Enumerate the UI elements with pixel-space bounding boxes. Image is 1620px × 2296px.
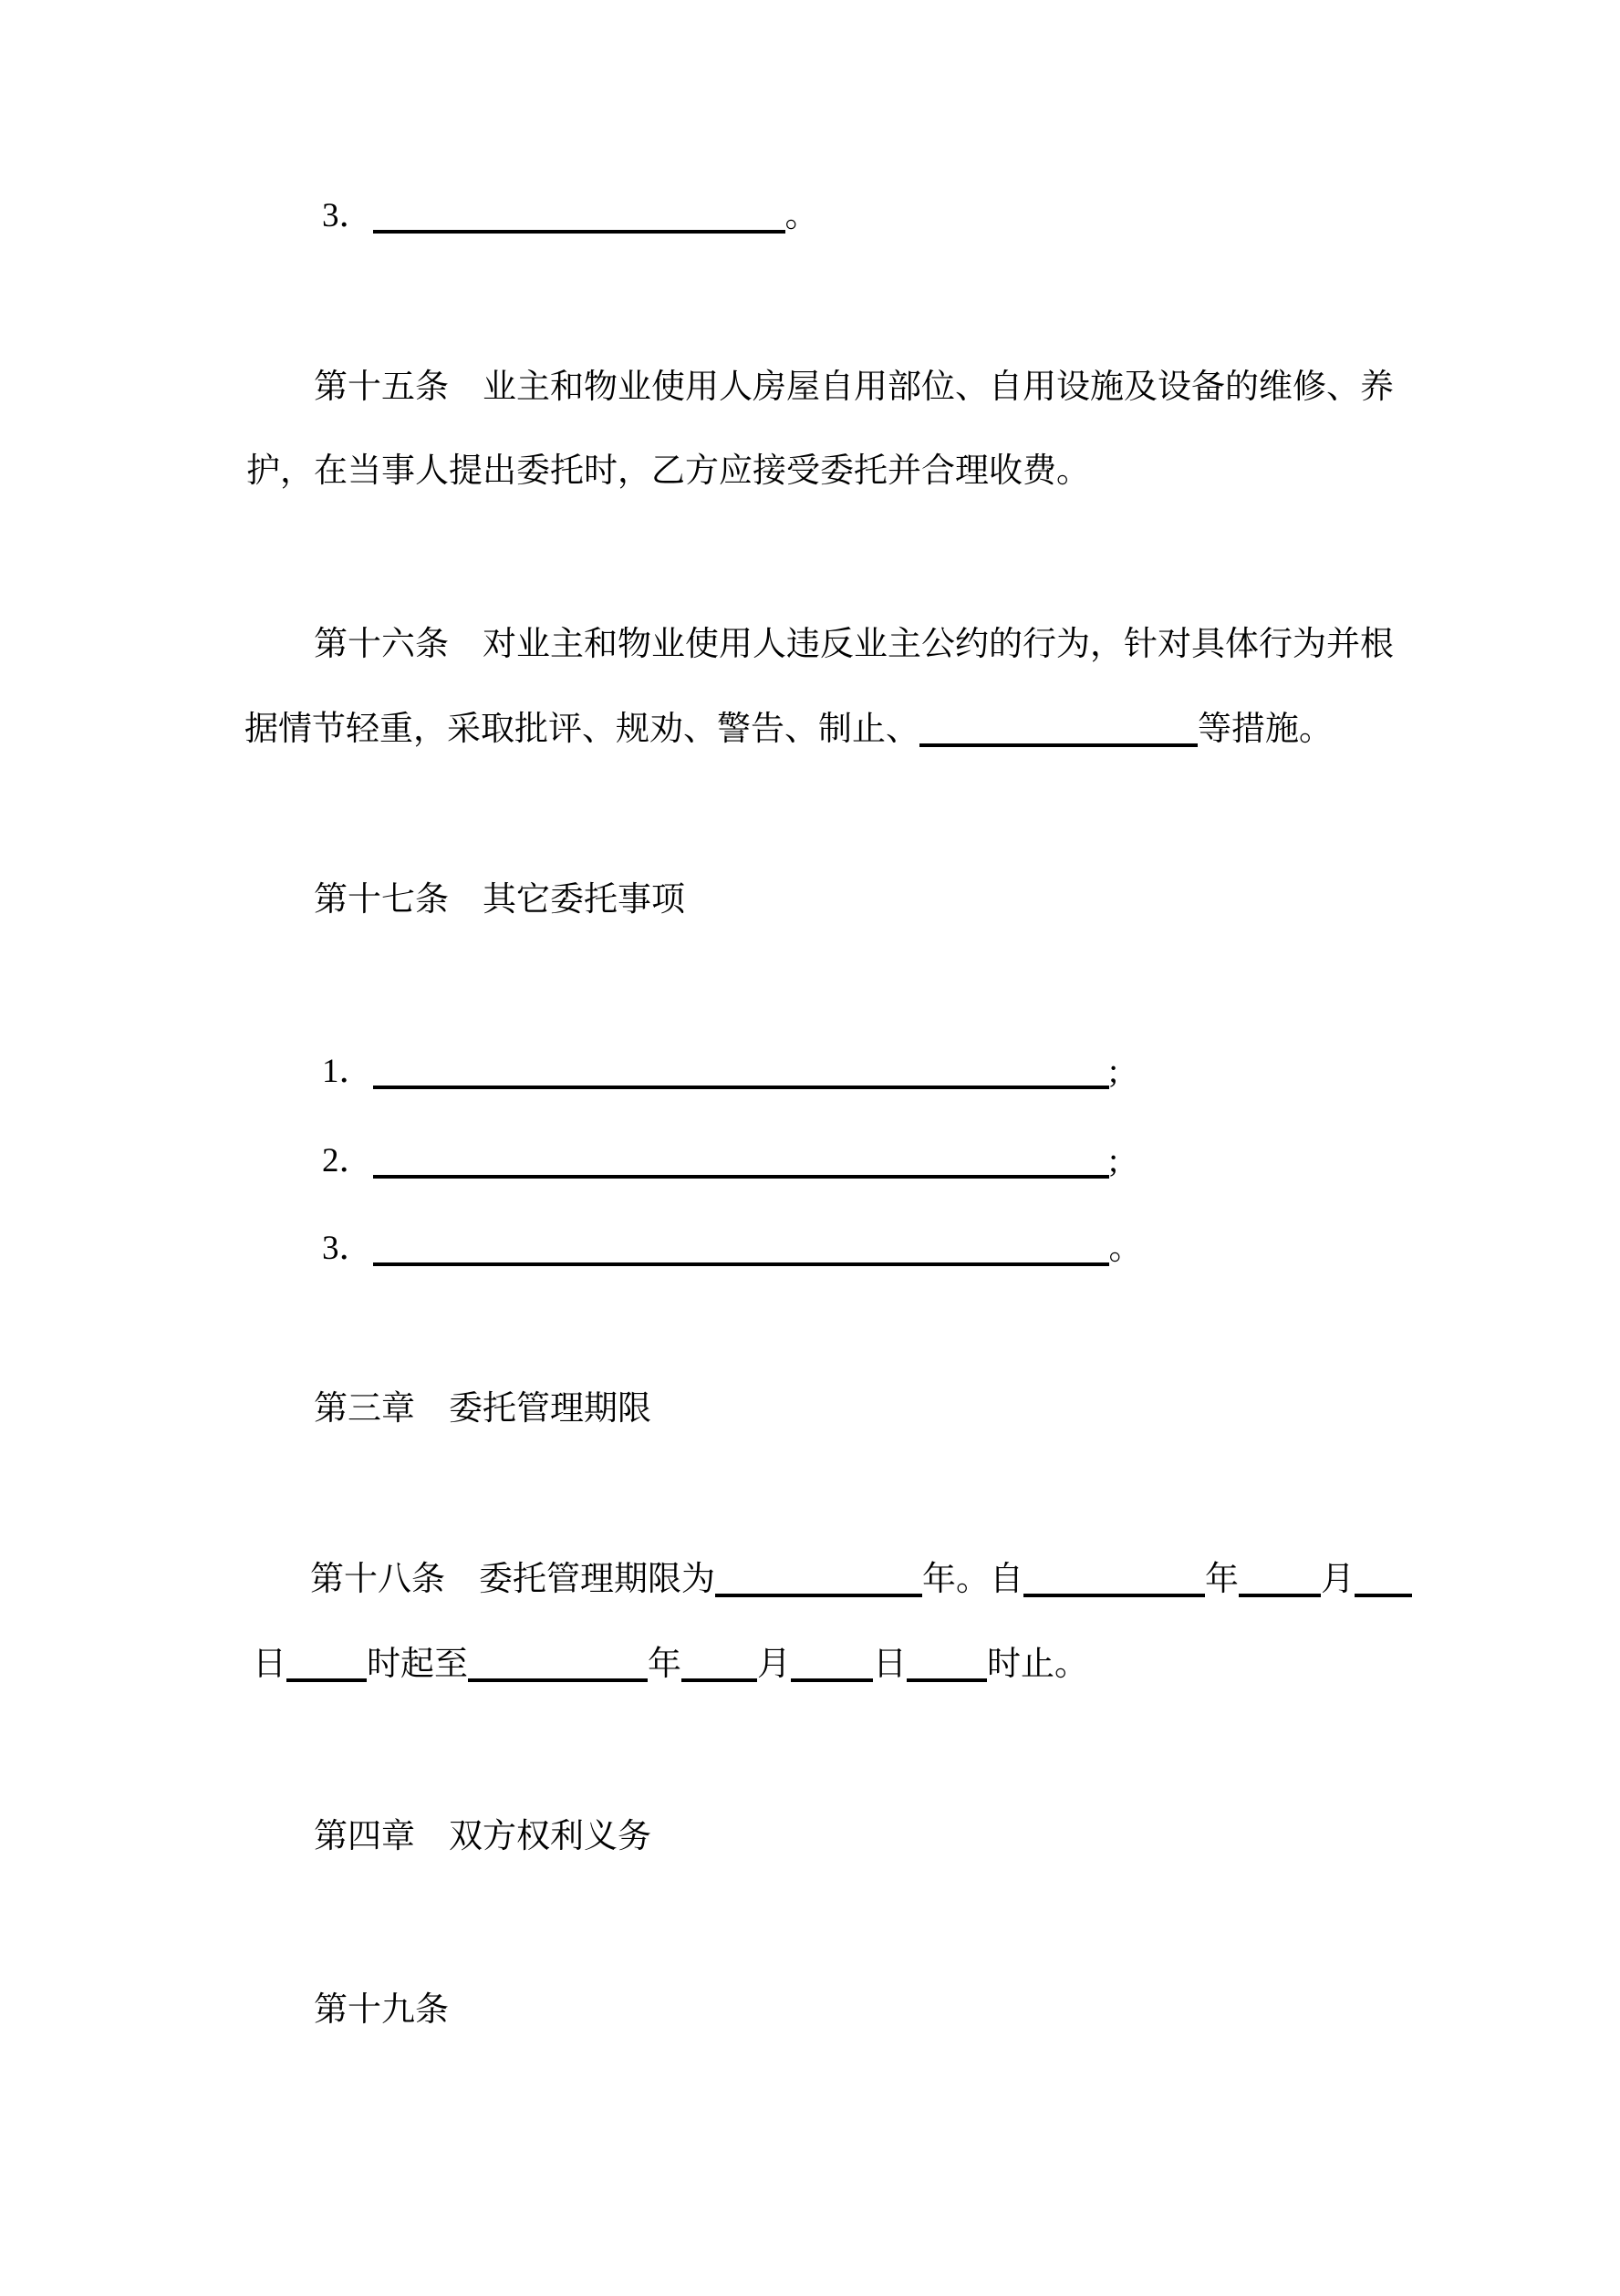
article18-line1 <box>310 1559 1412 1601</box>
article18-seg2: 年。自 <box>922 1561 1023 1598</box>
article17-heading-text: 第十七条 其它委托事项 <box>314 881 685 919</box>
chapter3-heading-text: 第三章 委托管理期限 <box>314 1390 651 1428</box>
article16-line2 <box>244 709 1333 751</box>
article15-line1 <box>314 367 1394 409</box>
item-terminator: ; <box>1108 1142 1118 1179</box>
item-terminator: ; <box>1108 1053 1118 1090</box>
item-terminator: 。 <box>1108 1230 1143 1267</box>
article18-seg4: 月 <box>1321 1561 1355 1598</box>
article18-seg3: 年 <box>1205 1561 1239 1598</box>
article18-seg7: 年 <box>648 1646 681 1683</box>
blank-line <box>373 1262 1109 1266</box>
article18-seg10: 时止。 <box>987 1646 1088 1683</box>
other-item-3 <box>322 1228 1143 1270</box>
article19-heading-text: 第十九条 <box>314 1991 449 2029</box>
blank-line <box>1023 1593 1205 1597</box>
carryover-item-3 <box>322 195 819 237</box>
blank-line <box>373 1085 1109 1089</box>
article18-line2 <box>253 1644 1088 1686</box>
item-number: 2． <box>322 1142 373 1179</box>
blank-line <box>373 1174 1109 1179</box>
item-number: 1． <box>322 1053 373 1090</box>
article18-seg6: 时起至 <box>367 1646 468 1683</box>
blank-line <box>373 229 785 234</box>
article15-text2: 护，在当事人提出委托时，乙方应接受委托并合理收费。 <box>246 452 1090 490</box>
blank-line <box>286 1678 367 1682</box>
article15-text1: 第十五条 业主和物业使用人房屋自用部位、自用设施及设备的维修、养 <box>314 369 1394 406</box>
blank-line <box>1239 1593 1321 1597</box>
article15-line2 <box>246 451 1090 493</box>
article17-heading <box>314 879 685 921</box>
article19-heading <box>314 1990 449 2031</box>
blank-line <box>468 1678 648 1682</box>
article16-text2-suffix: 等措施。 <box>1198 711 1333 748</box>
item-number: 3． <box>322 1230 373 1267</box>
chapter4-heading-text: 第四章 双方权利义务 <box>314 1818 651 1855</box>
article16-text2-prefix: 据情节轻重，采取批评、规劝、警告、制止、 <box>244 711 919 748</box>
other-item-1 <box>322 1051 1118 1093</box>
blank-line <box>715 1593 922 1597</box>
chapter4-heading <box>314 1816 651 1858</box>
article18-seg1: 第十八条 委托管理期限为 <box>310 1561 715 1598</box>
blank-line <box>907 1678 987 1682</box>
blank-line <box>681 1678 757 1682</box>
article16-line1 <box>314 624 1394 666</box>
blank-line <box>919 743 1198 747</box>
item-terminator: 。 <box>784 197 819 234</box>
blank-line <box>791 1678 873 1682</box>
article18-seg9: 日 <box>873 1646 907 1683</box>
article16-text1: 第十六条 对业主和物业使用人违反业主公约的行为，针对具体行为并根 <box>314 626 1394 663</box>
article18-seg8: 月 <box>757 1646 791 1683</box>
chapter3-heading <box>314 1388 651 1430</box>
other-item-2 <box>322 1140 1118 1182</box>
article18-seg5: 日 <box>253 1646 286 1683</box>
item-number: 3． <box>322 197 373 234</box>
blank-line <box>1355 1593 1412 1597</box>
